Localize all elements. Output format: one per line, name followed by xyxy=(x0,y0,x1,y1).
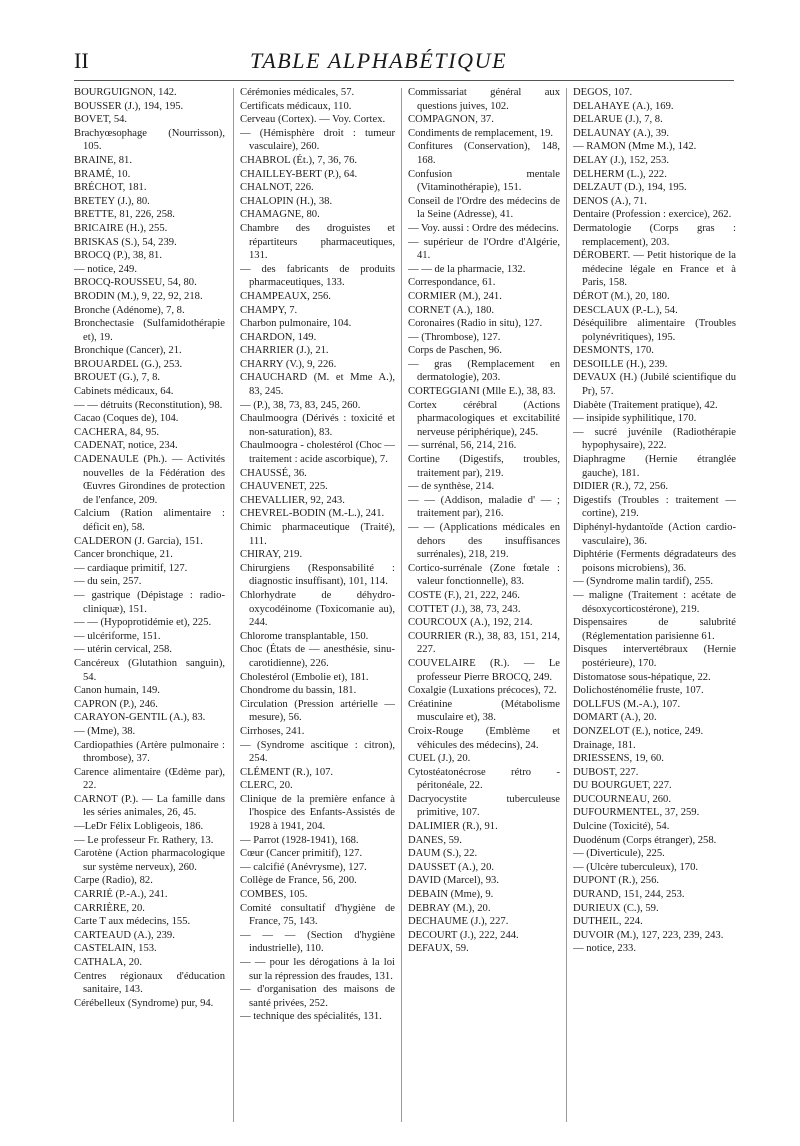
index-entry: CHEVALLIER, 92, 243. xyxy=(240,494,345,506)
index-entry: Chimic pharmaceutique (Traité), 111. xyxy=(240,522,395,547)
index-entry: DU BOURGUET, 227. xyxy=(573,780,672,792)
index-entry: CARRIÉ (P.-A.), 241. xyxy=(74,889,168,901)
index-entry: CHIRAY, 219. xyxy=(240,549,303,561)
index-entry: DALIMIER (R.), 91. xyxy=(408,821,498,833)
index-entry: BRÉCHOT, 181. xyxy=(74,182,147,194)
index-entry: DUPONT (R.), 256. xyxy=(573,875,660,887)
index-entry: DEFAUX, 59. xyxy=(408,943,469,955)
index-entry: CADENAT, notice, 234. xyxy=(74,440,178,452)
index-entry: CORTEGGIANI (Mlle E.), 38, 83. xyxy=(408,386,556,398)
index-entry: DAUSSET (A.), 20. xyxy=(408,861,495,873)
index-entry: Cerveau (Cortex). — Voy. Cortex. xyxy=(240,114,386,126)
index-entry: — — de la pharmacie, 132. xyxy=(408,263,526,275)
index-entry: — RAMON (Mme M.), 142. xyxy=(573,141,697,153)
index-entry: DELAUNAY (A.), 39. xyxy=(573,127,670,139)
index-entry: Centres régionaux d'éducation sanitaire, 143. xyxy=(74,970,225,996)
index-entry: Charbon pulmonaire, 104. xyxy=(240,318,352,330)
index-entry: Dulcine (Toxicité), 54. xyxy=(573,821,670,833)
index-entry: COMBES, 105. xyxy=(240,889,308,901)
index-entry: —LeDr Félix Lobligeois, 186. xyxy=(74,821,204,833)
index-entry: BROUARDEL (G.), 253. xyxy=(74,358,183,370)
index-entry: CARAYON-GENTIL (A.), 83. xyxy=(74,712,206,724)
index-entry: CHAMAGNE, 80. xyxy=(240,209,320,221)
index-entry: — (Ulcère tuberculeux), 170. xyxy=(573,861,699,873)
index-entry: Duodénum (Corps étranger), 258. xyxy=(573,834,717,846)
index-column-2 xyxy=(240,86,395,1126)
index-entry: DIDIER (R.), 72, 256. xyxy=(573,481,669,493)
index-entry: DECOURT (J.), 222, 244. xyxy=(408,929,519,941)
index-entry: Certificats médicaux, 110. xyxy=(240,100,352,112)
index-entry: — (Thrombose), 127. xyxy=(408,331,501,343)
page-title: TABLE ALPHABÉTIQUE xyxy=(250,48,508,73)
index-entry: DEBAIN (Mme), 9. xyxy=(408,889,494,901)
index-entry: CHAILLEY-BERT (P.), 64. xyxy=(240,168,358,180)
index-entry: DURAND, 151, 244, 253. xyxy=(573,889,685,901)
index-entry: BRAINE, 81. xyxy=(74,154,132,166)
index-entry: Carpe (Radio), 82. xyxy=(74,875,153,887)
index-entry: COUVELAIRE (R.). — Le professeur Pierre BROCQ, 249. xyxy=(408,657,560,683)
index-entry: — (Diverticule), 225. xyxy=(573,848,665,860)
index-entry: Diabète (Traitement pratique), 42. xyxy=(573,399,718,411)
column-divider xyxy=(233,88,234,1122)
index-entry: — ulcériforme, 151. xyxy=(74,630,161,642)
index-entry: CACHERA, 84, 95. xyxy=(74,426,160,438)
index-entry: — calcifié (Anévrysme), 127. xyxy=(240,861,367,873)
index-entry: — Le professeur Fr. Rathery, 13. xyxy=(74,834,214,846)
index-entry: DUCOURNEAU, 260. xyxy=(573,793,671,805)
index-entry: CHALOPIN (H.), 38. xyxy=(240,195,333,207)
index-entry: CHABROL (Ét.), 7, 36, 76. xyxy=(240,154,358,166)
index-entry: Calcium (Ration alimentaire : déficit en), 58. xyxy=(74,508,225,533)
index-entry: — notice, 233. xyxy=(573,943,636,955)
index-entry: CORNET (A.), 180. xyxy=(408,304,495,316)
index-entry: — utérin cervical, 258. xyxy=(74,644,172,656)
index-entry: Chaulmoogra (Dérivés : toxicité et non-saturation), 83. xyxy=(240,413,395,438)
index-entry: Cancer bronchique, 21. xyxy=(74,549,173,561)
index-entry: CAPRON (P.), 246. xyxy=(74,698,158,710)
index-entry: Cortex cérébral (Actions pharmacologiques et excitabilité nerveuse périphérique), 245. xyxy=(408,399,560,438)
index-entry: BROCQ (P.), 38, 81. xyxy=(74,250,162,262)
index-entry: DANES, 59. xyxy=(408,834,462,846)
index-entry: DAUM (S.), 22. xyxy=(408,848,478,860)
index-entry: CADENAULE (Ph.). — Activités nouvelles de la Fédération des Œuvres Girondines de protection de l'enfance, 209. xyxy=(74,454,225,506)
index-entry: Cérébelleux (Syndrome) pur, 94. xyxy=(74,997,214,1009)
index-entry: Clinique de la première enfance à l'hospice des Enfants-Assistés de 1928 à 1941, 204. xyxy=(240,793,395,833)
index-entry: CHARDON, 149. xyxy=(240,331,317,343)
index-entry: Digestifs (Troubles : traitement — cortine), 219. xyxy=(573,494,736,520)
index-entry: COURCOUX (A.), 192, 214. xyxy=(408,617,533,629)
index-entry: Chirurgiens (Responsabilité : diagnostic insuffisant), 101, 114. xyxy=(240,562,395,588)
index-entry: Collège de France, 56, 200. xyxy=(240,875,357,887)
index-entry: Cirrhoses, 241. xyxy=(240,725,305,737)
index-entry: Cœur (Cancer primitif), 127. xyxy=(240,848,363,860)
index-entry: Confitures (Conservation), 148, 168. xyxy=(408,141,560,166)
index-entry: Cardiopathies (Artère pulmonaire : thrombose), 37. xyxy=(74,739,225,765)
index-entry: Cholestérol (Embolie et), 181. xyxy=(240,671,369,683)
index-entry: CHAUSSÉ, 36. xyxy=(240,467,307,479)
index-entry: DUFOURMENTEL, 37, 259. xyxy=(573,807,700,819)
index-entry: Cortine (Digestifs, troubles, traitement par), 219. xyxy=(408,454,560,479)
index-entry: CHAUCHARD (M. et Mme A.), 83, 245. xyxy=(240,372,395,398)
index-entry: DELZAUT (D.), 194, 195. xyxy=(573,182,687,194)
column-divider xyxy=(566,88,567,1122)
index-entry: COSTE (F.), 21, 222, 246. xyxy=(408,589,520,601)
index-entry: DUVOIR (M.), 127, 223, 239, 243. xyxy=(573,929,724,941)
index-entry: Coxalgie (Luxations précoces), 72. xyxy=(408,685,557,697)
index-entry: COTTET (J.), 38, 73, 243. xyxy=(408,603,521,615)
index-entry: Brachyœsophage (Nourrisson), 105. xyxy=(74,127,225,153)
index-entry: — — — (Section d'hygiène industrielle), 110. xyxy=(240,929,395,955)
index-entry: Circulation (Pression artérielle — mesure), 56. xyxy=(240,698,395,724)
index-entry: CUEL (J.), 20. xyxy=(408,753,471,765)
index-entry: Correspondance, 61. xyxy=(408,277,496,289)
index-entry: — sucré juvénile (Radiothérapie hypophysaire), 222. xyxy=(573,426,736,452)
index-entry: CASTELAIN, 153. xyxy=(74,943,157,955)
index-entry: DEVAUX (H.) (Jubilé scientifique du Pr), 57. xyxy=(573,372,736,398)
index-entry: — technique des spécialités, 131. xyxy=(240,1011,382,1023)
index-entry: DEGOS, 107. xyxy=(573,87,633,98)
index-entry: DELAY (J.), 152, 253. xyxy=(573,154,670,166)
index-entry: BRISKAS (S.), 54, 239. xyxy=(74,236,177,248)
index-entry: DÉROT (M.), 20, 180. xyxy=(573,290,670,302)
index-entry: CARNOT (P.). — La famille dans les séries animales, 26, 45. xyxy=(74,793,225,819)
index-entry: — (Hémisphère droit : tumeur vasculaire), 260. xyxy=(240,127,395,153)
index-entry: Bronche (Adénome), 7, 8. xyxy=(74,304,185,316)
index-entry: DELARUE (J.), 7, 8. xyxy=(573,114,663,126)
index-entry: — (Mme), 38. xyxy=(74,725,136,737)
index-column-4 xyxy=(573,86,736,1126)
index-entry: Distomatose sous-hépatique, 22. xyxy=(573,671,711,683)
index-entry: Bronchique (Cancer), 21. xyxy=(74,345,182,357)
index-entry: Conseil de l'Ordre des médecins de la Seine (Adresse), 41. xyxy=(408,195,560,221)
index-entry: BRODIN (M.), 9, 22, 92, 218. xyxy=(74,290,203,302)
header-rule xyxy=(74,80,734,81)
index-entry: Dispensaires de salubrité (Réglementation parisienne 61. xyxy=(573,617,736,642)
index-entry: CORMIER (M.), 241. xyxy=(408,290,502,302)
index-entry: DEBRAY (M.), 20. xyxy=(408,902,491,914)
index-entry: Dacryocystite tuberculeuse primitive, 107. xyxy=(408,793,560,819)
index-entry: Choc (États de — anesthésie, sinu-carotidienne), 226. xyxy=(240,644,395,669)
index-entry: DUBOST, 227. xyxy=(573,766,639,778)
index-entry: Dentaire (Profession : exercice), 262. xyxy=(573,209,732,221)
index-entry: Coronaires (Radio in situ), 127. xyxy=(408,318,543,330)
index-entry: Diphtérie (Ferments dégradateurs des poisons microbiens), 36. xyxy=(573,549,736,574)
index-column-3 xyxy=(408,86,560,1126)
index-entry: DELAHAYE (A.), 169. xyxy=(573,100,674,112)
index-entry: — (P.), 38, 73, 83, 245, 260. xyxy=(240,399,361,411)
index-entry: Déséquilibre alimentaire (Troubles polynévritiques), 195. xyxy=(573,318,736,343)
index-entry: Créatinine (Métabolisme musculaire et), 38. xyxy=(408,698,560,724)
index-entry: Cancéreux (Glutathion sanguin), 54. xyxy=(74,657,225,683)
index-entry: — insipide syphilitique, 170. xyxy=(573,413,697,425)
page-number: II xyxy=(74,48,89,73)
index-entry: — surrénal, 56, 214, 216. xyxy=(408,440,517,452)
index-entry: BRETTE, 81, 226, 258. xyxy=(74,209,175,221)
index-entry: DECHAUME (J.), 227. xyxy=(408,916,509,928)
index-columns xyxy=(74,86,736,1126)
index-entry: Chaulmoogra - cholestérol (Choc — traitement : acide ascorbique), 7. xyxy=(240,440,395,466)
index-entry: — gras (Remplacement en dermatologie), 203. xyxy=(408,358,560,384)
index-entry: DOLLFUS (M.-A.), 107. xyxy=(573,698,681,710)
index-entry: Bronchectasie (Sulfamidothérapie et), 19. xyxy=(74,318,225,343)
index-entry: CHAMPEAUX, 256. xyxy=(240,290,331,302)
index-entry: CHAUVENET, 225. xyxy=(240,481,328,493)
index-entry: CLÉMENT (R.), 107. xyxy=(240,766,334,778)
index-entry: Diaphragme (Hernie étranglée gauche), 181. xyxy=(573,454,736,479)
index-entry: Cabinets médicaux, 64. xyxy=(74,386,174,398)
index-entry: — du sein, 257. xyxy=(74,576,142,588)
index-entry: Cacao (Coques de), 104. xyxy=(74,413,179,425)
index-entry: BOURGUIGNON, 142. xyxy=(74,87,177,98)
index-entry: BOUSSER (J.), 194, 195. xyxy=(74,100,184,112)
index-entry: Canon humain, 149. xyxy=(74,685,160,697)
index-entry: Cérémonies médicales, 57. xyxy=(240,87,355,98)
index-entry: DOMART (A.), 20. xyxy=(573,712,657,724)
index-entry: — d'organisation des maisons de santé privées, 252. xyxy=(240,984,395,1009)
index-entry: Chambre des droguistes et répartiteurs pharmaceutiques, 131. xyxy=(240,222,395,262)
index-entry: CATHALA, 20. xyxy=(74,957,142,968)
index-entry: Diphényl-hydantoïde (Action cardio-vasculaire), 36. xyxy=(573,522,736,547)
index-entry: CHALNOT, 226. xyxy=(240,182,314,194)
index-entry: DENOS (A.), 71. xyxy=(573,195,647,207)
index-entry: Comité consultatif d'hygiène de France, 75, 143. xyxy=(240,902,395,928)
index-entry: BROUET (G.), 7, 8. xyxy=(74,372,161,384)
index-entry: CHAMPY, 7. xyxy=(240,304,298,316)
index-entry: CHEVREL-BODIN (M.-L.), 241. xyxy=(240,508,385,520)
index-entry: BRAMÉ, 10. xyxy=(74,168,131,180)
index-entry: DONZELOT (E.), notice, 249. xyxy=(573,725,704,737)
index-entry: Dermatologie (Corps gras : remplacement), 203. xyxy=(573,222,736,248)
index-entry: — Voy. aussi : Ordre des médecins. xyxy=(408,222,559,234)
index-entry: DESOILLE (H.), 239. xyxy=(573,358,668,370)
index-entry: — Parrot (1928-1941), 168. xyxy=(240,834,359,846)
index-entry: Disques intervertébraux (Hernie postérieure), 170. xyxy=(573,644,736,669)
index-entry: DESCLAUX (P.-L.), 54. xyxy=(573,304,678,316)
index-entry: DELHERM (L.), 222. xyxy=(573,168,667,180)
index-entry: CHARRIER (J.), 21. xyxy=(240,345,329,357)
index-entry: BRETEY (J.), 80. xyxy=(74,195,150,207)
index-entry: Carence alimentaire (Œdème par), 22. xyxy=(74,766,225,792)
index-entry: Drainage, 181. xyxy=(573,739,636,751)
index-entry: — gastrique (Dépistage : radio-cliniquæ), 151. xyxy=(74,589,225,615)
index-entry: BROCQ-ROUSSEU, 54, 80. xyxy=(74,277,197,289)
index-entry: — — (Addison, maladie d' — ; traitement par), 216. xyxy=(408,494,560,520)
index-entry: — cardiaque primitif, 127. xyxy=(74,562,188,574)
index-entry: — des fabricants de produits pharmaceutiques, 133. xyxy=(240,263,395,289)
index-entry: Condiments de remplacement, 19. xyxy=(408,127,554,139)
index-entry: Chondrome du bassin, 181. xyxy=(240,685,357,697)
index-entry: Cytostéatonécrose rétro - péritonéale, 22. xyxy=(408,766,560,792)
index-entry: DÉROBERT. — Petit historique de la médecine légale en France et à Paris, 158. xyxy=(573,250,736,289)
index-entry: BRICAIRE (H.), 255. xyxy=(74,222,168,234)
index-entry: — (Syndrome ascitique : citron), 254. xyxy=(240,739,395,765)
index-entry: COURRIER (R.), 38, 83, 151, 214, 227. xyxy=(408,630,560,656)
index-entry: — — pour les dérogations à la loi sur la répression des fraudes, 131. xyxy=(240,957,395,982)
index-entry: CLERC, 20. xyxy=(240,780,293,792)
index-entry: — — (Applications médicales en dehors des insuffisances surrénales), 218, 219. xyxy=(408,522,560,561)
index-entry: — (Syndrome malin tardif), 255. xyxy=(573,576,714,588)
index-entry: Dolichosténomélie fruste, 107. xyxy=(573,685,704,697)
index-entry: — maligne (Traitement : acétate de désoxycorticostérone), 219. xyxy=(573,589,736,615)
index-entry: CARTEAUD (A.), 239. xyxy=(74,929,175,941)
index-entry: Cortico-surrénale (Zone fœtale : valeur fonctionnelle), 83. xyxy=(408,562,560,588)
index-entry: CHARRY (V.), 9, 226. xyxy=(240,358,337,370)
index-entry: Chlorhydrate de déhydro-oxycodéinome (Toxicomanie au), 244. xyxy=(240,589,395,629)
index-entry: Chlorome transplantable, 150. xyxy=(240,630,369,642)
index-entry: CARRIÈRE, 20. xyxy=(74,902,145,914)
index-entry: BOVET, 54. xyxy=(74,114,128,126)
index-entry: — — (Hypoprotidémie et), 225. xyxy=(74,617,212,629)
index-entry: — de synthèse, 214. xyxy=(408,481,495,493)
index-entry: — — détruits (Reconstitution), 98. xyxy=(74,399,223,411)
index-entry: CALDERON (J. Garcia), 151. xyxy=(74,535,203,547)
index-entry: Commissariat général aux questions juives, 102. xyxy=(408,87,560,112)
index-entry: DURIEUX (C.), 59. xyxy=(573,902,659,914)
index-entry: DAVID (Marcel), 93. xyxy=(408,875,500,887)
index-entry: — notice, 249. xyxy=(74,263,137,275)
index-entry: — supérieur de l'Ordre d'Algérie, 41. xyxy=(408,236,560,262)
index-entry: DESMONTS, 170. xyxy=(573,345,654,357)
index-column-1 xyxy=(74,86,225,1126)
index-entry: Croix-Rouge (Emblème et véhicules des médecins), 24. xyxy=(408,725,560,751)
index-entry: Confusion mentale (Vitaminothérapie), 151. xyxy=(408,168,560,194)
index-entry: DUTHEIL, 224. xyxy=(573,916,643,928)
index-entry: DRIESSENS, 19, 60. xyxy=(573,753,664,765)
column-divider xyxy=(401,88,402,1122)
index-entry: COMPAGNON, 37. xyxy=(408,114,494,126)
index-entry: Carotène (Action pharmacologique sur système nerveux), 260. xyxy=(74,848,225,873)
index-entry: Corps de Paschen, 96. xyxy=(408,345,502,357)
index-entry: Carte T aux médecins, 155. xyxy=(74,916,191,928)
